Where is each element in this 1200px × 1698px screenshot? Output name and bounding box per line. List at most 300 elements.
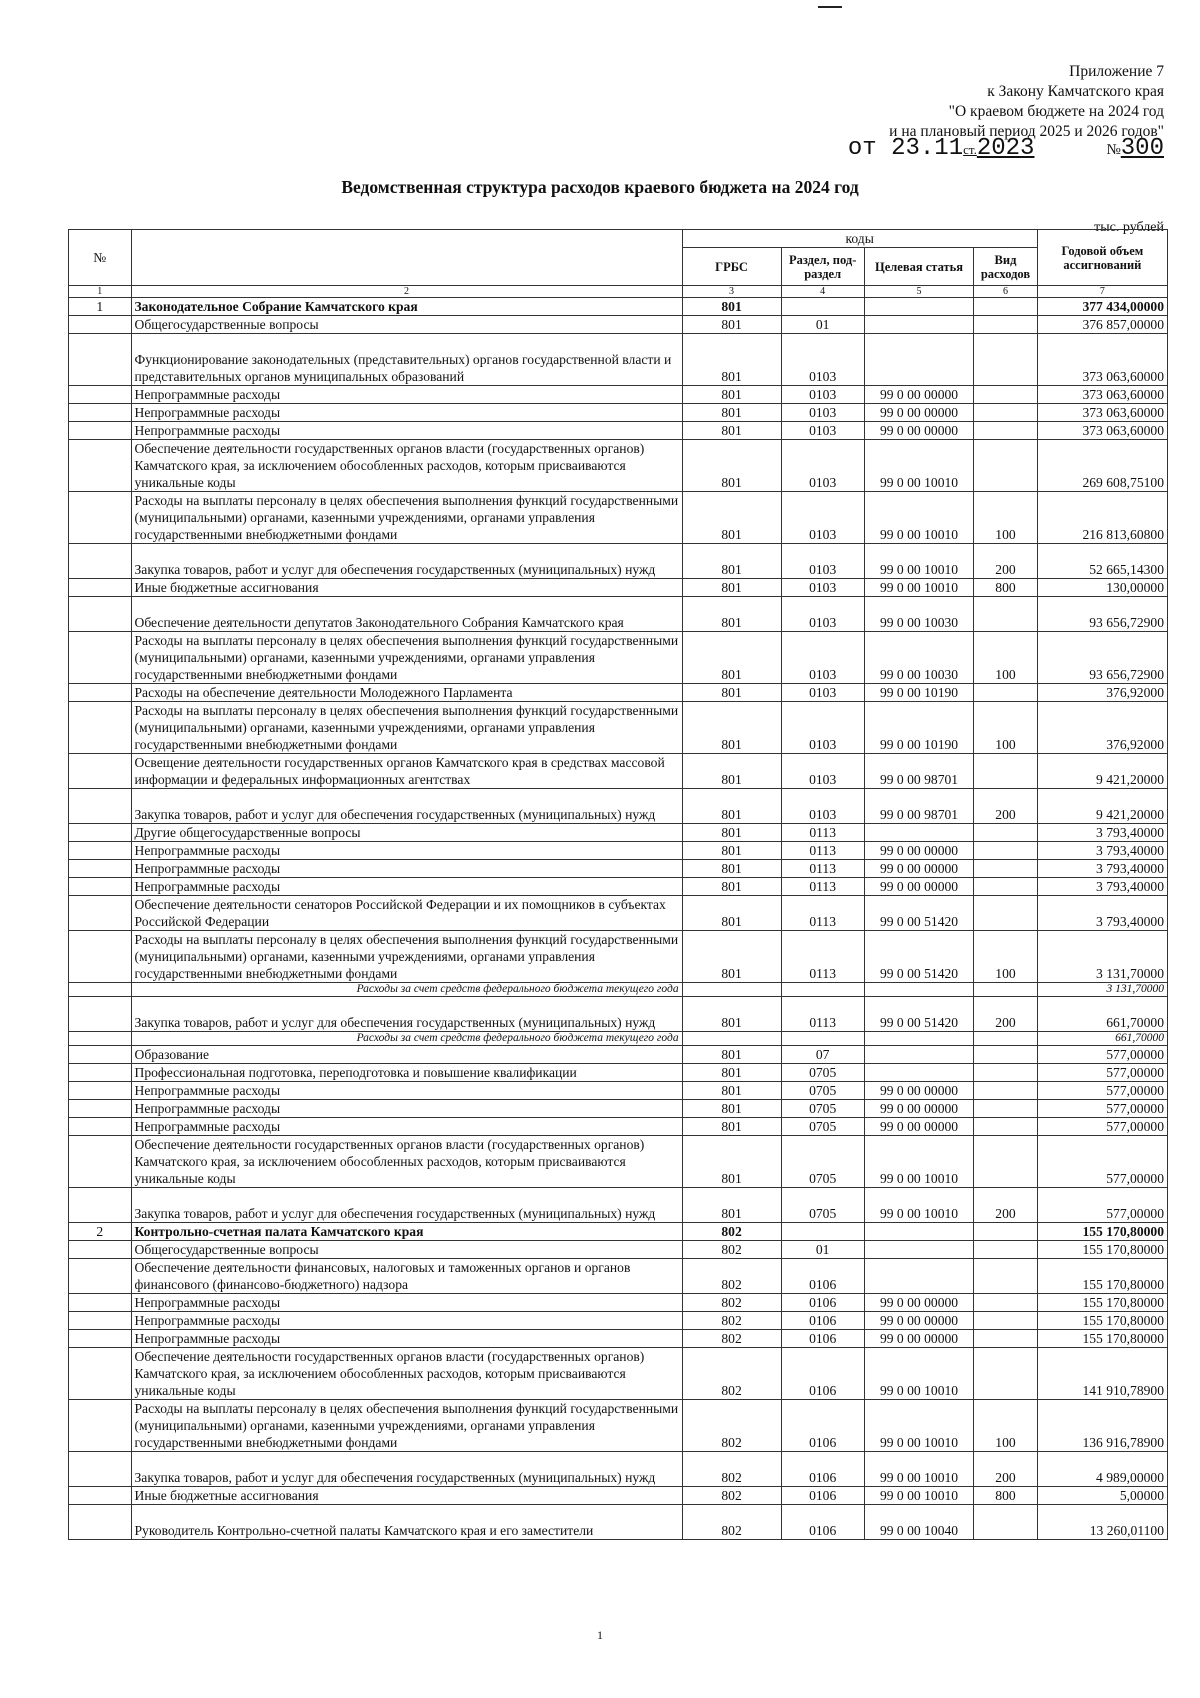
cell-name: Образование: [131, 1046, 682, 1064]
cell-name: Обеспечение деятельности государственных органов власти (государственных органов) Камчатского края, за исключением обособленных расходов, которым присваиваются уникальные коды: [131, 1136, 682, 1188]
cell-name: Закупка товаров, работ и услуг для обеспечения государственных (муниципальных) нужд: [131, 789, 682, 824]
cell-target: 99 0 00 00000: [864, 386, 973, 404]
cell-section: 0113: [781, 931, 864, 983]
cell-grbs: 801: [682, 1082, 781, 1100]
cell-type: [974, 1118, 1038, 1136]
cell-target: 99 0 00 10010: [864, 1136, 973, 1188]
cell-section: 0103: [781, 386, 864, 404]
col-index-2: 2: [131, 286, 682, 298]
cell-section: 0103: [781, 579, 864, 597]
date-year: 2023: [976, 135, 1035, 162]
cell-grbs: 802: [682, 1330, 781, 1348]
cell-section: 01: [781, 1241, 864, 1259]
cell-grbs: 801: [682, 997, 781, 1032]
table-row: [69, 422, 1168, 440]
cell-target: 99 0 00 00000: [864, 422, 973, 440]
cell-target: [864, 298, 973, 316]
cell-name: Непрограммные расходы: [131, 386, 682, 404]
cell-no: [69, 1064, 132, 1082]
cell-name: Непрограммные расходы: [131, 1082, 682, 1100]
cell-no: [69, 334, 132, 386]
table-row: [69, 789, 1168, 824]
cell-amount: 93 656,72900: [1037, 632, 1167, 684]
cell-type: [974, 1294, 1038, 1312]
cell-target: 99 0 00 00000: [864, 1100, 973, 1118]
cell-no: 1: [69, 298, 132, 316]
expenditure-table: [68, 229, 1168, 1540]
cell-grbs: 801: [682, 597, 781, 632]
cell-no: [69, 983, 132, 997]
cell-section: 0103: [781, 702, 864, 754]
cell-no: [69, 1082, 132, 1100]
cell-no: [69, 1118, 132, 1136]
cell-section: 0103: [781, 597, 864, 632]
appendix-line-2: к Закону Камчатского края: [987, 83, 1164, 100]
cell-amount: 373 063,60000: [1037, 404, 1167, 422]
table-row: [69, 931, 1168, 983]
cell-amount: 155 170,80000: [1037, 1223, 1167, 1241]
cell-amount: 577,00000: [1037, 1082, 1167, 1100]
cell-type: 200: [974, 1452, 1038, 1487]
cell-name: Обеспечение деятельности депутатов Законодательного Собрания Камчатского края: [131, 597, 682, 632]
cell-name: Расходы за счет средств федерального бюджета текущего года: [131, 983, 682, 997]
cell-target: 99 0 00 10010: [864, 1487, 973, 1505]
table-row: [69, 1136, 1168, 1188]
cell-amount: 376,92000: [1037, 702, 1167, 754]
cell-section: 0103: [781, 754, 864, 789]
cell-type: [974, 386, 1038, 404]
table-row: [69, 684, 1168, 702]
cell-section: 0113: [781, 896, 864, 931]
cell-type: [974, 754, 1038, 789]
cell-name: Функционирование законодательных (представительных) органов государственной власти и представительных органов муниципальных образований: [131, 334, 682, 386]
cell-grbs: 801: [682, 842, 781, 860]
cell-type: 100: [974, 632, 1038, 684]
cell-section: [781, 983, 864, 997]
table-row: [69, 579, 1168, 597]
cell-name: Непрограммные расходы: [131, 404, 682, 422]
table-row: [69, 334, 1168, 386]
cell-section: 0705: [781, 1100, 864, 1118]
cell-no: [69, 1100, 132, 1118]
cell-amount: 155 170,80000: [1037, 1259, 1167, 1294]
cell-section: 0103: [781, 684, 864, 702]
cell-amount: 577,00000: [1037, 1188, 1167, 1223]
cell-type: [974, 896, 1038, 931]
cell-target: 99 0 00 10030: [864, 597, 973, 632]
cell-amount: 661,70000: [1037, 1032, 1167, 1046]
cell-type: [974, 334, 1038, 386]
cell-name: Непрограммные расходы: [131, 1312, 682, 1330]
units-label: тыс. рублей: [1094, 220, 1164, 235]
cell-name: Другие общегосударственные вопросы: [131, 824, 682, 842]
appendix-header: [644, 62, 1164, 142]
cell-grbs: 801: [682, 702, 781, 754]
cell-section: 0106: [781, 1330, 864, 1348]
cell-amount: 136 916,78900: [1037, 1400, 1167, 1452]
cell-target: [864, 1259, 973, 1294]
cell-no: [69, 1294, 132, 1312]
cell-name: Непрограммные расходы: [131, 878, 682, 896]
cell-target: [864, 1223, 973, 1241]
cell-no: [69, 997, 132, 1032]
cell-amount: 373 063,60000: [1037, 422, 1167, 440]
cell-no: [69, 1032, 132, 1046]
cell-no: [69, 1188, 132, 1223]
cell-name: Контрольно-счетная палата Камчатского края: [131, 1223, 682, 1241]
cell-section: 0106: [781, 1400, 864, 1452]
cell-type: [974, 1223, 1038, 1241]
cell-type: [974, 1241, 1038, 1259]
table-row: [69, 754, 1168, 789]
cell-amount: 661,70000: [1037, 997, 1167, 1032]
cell-type: [974, 440, 1038, 492]
cell-target: 99 0 00 10190: [864, 702, 973, 754]
cell-amount: 141 910,78900: [1037, 1348, 1167, 1400]
cell-name: Руководитель Контрольно-счетной палаты Камчатского края и его заместители: [131, 1505, 682, 1540]
cell-grbs: 801: [682, 860, 781, 878]
cell-grbs: 802: [682, 1487, 781, 1505]
cell-section: 0103: [781, 404, 864, 422]
cell-no: [69, 386, 132, 404]
cell-grbs: [682, 983, 781, 997]
cell-name: Непрограммные расходы: [131, 1118, 682, 1136]
cell-target: 99 0 00 10010: [864, 1188, 973, 1223]
cell-no: [69, 544, 132, 579]
codes-header: коды: [682, 230, 1037, 248]
cell-grbs: 801: [682, 789, 781, 824]
appendix-line-4: и на плановый период 2025 и 2026 годов": [889, 123, 1164, 140]
cell-section: 0113: [781, 860, 864, 878]
date-prefix: от: [847, 135, 877, 162]
cell-name: Расходы на выплаты персоналу в целях обеспечения выполнения функций государственными (муниципальными) органами, казенными учреждениями, органами управления государственными внебюджетными фондами: [131, 931, 682, 983]
document-title: Ведомственная структура расходов краевого бюджета на 2024 год: [341, 177, 859, 197]
cell-type: 100: [974, 1400, 1038, 1452]
cell-section: 0113: [781, 842, 864, 860]
cell-grbs: 802: [682, 1312, 781, 1330]
cell-target: 99 0 00 00000: [864, 1082, 973, 1100]
cell-no: [69, 878, 132, 896]
cell-no: [69, 1241, 132, 1259]
cell-amount: 3 793,40000: [1037, 896, 1167, 931]
cell-type: 200: [974, 544, 1038, 579]
table-row: [69, 1241, 1168, 1259]
cell-type: 200: [974, 1188, 1038, 1223]
appendix-line-1: Приложение 7: [1069, 63, 1164, 80]
cell-name: Профессиональная подготовка, переподготовка и повышение квалификации: [131, 1064, 682, 1082]
col-section-header: Раздел, под-раздел: [781, 248, 864, 286]
table-row: [69, 544, 1168, 579]
table-row: [69, 1223, 1168, 1241]
appendix-line-3: "О краевом бюджете на 2024 год: [948, 103, 1164, 120]
table-row: [69, 386, 1168, 404]
table-row: [69, 1064, 1168, 1082]
cell-amount: 577,00000: [1037, 1100, 1167, 1118]
cell-type: [974, 1082, 1038, 1100]
cell-section: 0106: [781, 1452, 864, 1487]
cell-grbs: 801: [682, 1118, 781, 1136]
cell-target: 99 0 00 51420: [864, 931, 973, 983]
col-no-header: №: [69, 230, 132, 286]
col-index-3: 3: [682, 286, 781, 298]
cell-no: [69, 931, 132, 983]
cell-name: Обеспечение деятельности сенаторов Российской Федерации и их помощников в субъектах Российской Федерации: [131, 896, 682, 931]
cell-grbs: 801: [682, 440, 781, 492]
cell-no: [69, 440, 132, 492]
cell-grbs: 801: [682, 684, 781, 702]
cell-name: Расходы на выплаты персоналу в целях обеспечения выполнения функций государственными (муниципальными) органами, казенными учреждениями, органами управления государственными внебюджетными фондами: [131, 1400, 682, 1452]
cell-target: 99 0 00 00000: [864, 1118, 973, 1136]
table-row: [69, 316, 1168, 334]
cell-section: 0106: [781, 1487, 864, 1505]
cell-target: 99 0 00 10010: [864, 1348, 973, 1400]
cell-grbs: 801: [682, 316, 781, 334]
cell-amount: 269 608,75100: [1037, 440, 1167, 492]
cell-no: [69, 824, 132, 842]
cell-amount: 373 063,60000: [1037, 386, 1167, 404]
cell-section: 0705: [781, 1136, 864, 1188]
cell-no: [69, 1136, 132, 1188]
cell-grbs: 801: [682, 754, 781, 789]
table-row: [69, 1487, 1168, 1505]
cell-no: [69, 316, 132, 334]
cell-grbs: 801: [682, 386, 781, 404]
cell-no: [69, 1487, 132, 1505]
cell-type: 100: [974, 492, 1038, 544]
cell-type: [974, 597, 1038, 632]
table-row: [69, 1082, 1168, 1100]
cell-grbs: 802: [682, 1348, 781, 1400]
cell-type: [974, 878, 1038, 896]
date-suffix: ст.: [963, 142, 977, 157]
cell-grbs: 801: [682, 896, 781, 931]
table-row: [69, 702, 1168, 754]
table-row: [69, 896, 1168, 931]
cell-no: [69, 597, 132, 632]
table-row: [69, 878, 1168, 896]
table-row: [69, 1259, 1168, 1294]
cell-amount: 3 131,70000: [1037, 931, 1167, 983]
table-row: [69, 1505, 1168, 1540]
table-row: [69, 298, 1168, 316]
page-number: 1: [597, 1628, 603, 1642]
cell-target: [864, 1046, 973, 1064]
cell-amount: 155 170,80000: [1037, 1241, 1167, 1259]
table-row: [69, 404, 1168, 422]
table-row: [69, 1118, 1168, 1136]
cell-amount: 3 793,40000: [1037, 878, 1167, 896]
cell-section: 01: [781, 316, 864, 334]
cell-target: 99 0 00 10030: [864, 632, 973, 684]
col-index-1: 1: [69, 286, 132, 298]
cell-grbs: 801: [682, 931, 781, 983]
cell-section: 0113: [781, 878, 864, 896]
scan-mark: [818, 6, 842, 8]
cell-section: 0705: [781, 1118, 864, 1136]
cell-type: [974, 422, 1038, 440]
cell-name: Закупка товаров, работ и услуг для обеспечения государственных (муниципальных) нужд: [131, 1452, 682, 1487]
cell-section: 0113: [781, 824, 864, 842]
cell-target: [864, 334, 973, 386]
table-row: [69, 1348, 1168, 1400]
cell-grbs: 801: [682, 1188, 781, 1223]
cell-no: [69, 789, 132, 824]
cell-type: 100: [974, 702, 1038, 754]
cell-section: 0106: [781, 1259, 864, 1294]
cell-target: 99 0 00 00000: [864, 860, 973, 878]
cell-type: [974, 1312, 1038, 1330]
table-row: [69, 597, 1168, 632]
cell-target: [864, 824, 973, 842]
cell-type: [974, 316, 1038, 334]
cell-target: 99 0 00 10010: [864, 1400, 973, 1452]
col-index-6: 6: [974, 286, 1038, 298]
cell-section: 0106: [781, 1294, 864, 1312]
cell-name: Обеспечение деятельности финансовых, налоговых и таможенных органов и органов финансового (финансово-бюджетного) надзора: [131, 1259, 682, 1294]
cell-grbs: 801: [682, 878, 781, 896]
cell-name: Непрограммные расходы: [131, 1294, 682, 1312]
cell-section: 0106: [781, 1505, 864, 1540]
cell-target: 99 0 00 10040: [864, 1505, 973, 1540]
cell-section: 0103: [781, 632, 864, 684]
cell-target: 99 0 00 51420: [864, 997, 973, 1032]
cell-target: 99 0 00 00000: [864, 842, 973, 860]
cell-type: [974, 842, 1038, 860]
cell-amount: 13 260,01100: [1037, 1505, 1167, 1540]
cell-grbs: 801: [682, 1136, 781, 1188]
cell-amount: 377 434,00000: [1037, 298, 1167, 316]
cell-target: 99 0 00 10010: [864, 579, 973, 597]
cell-grbs: 802: [682, 1452, 781, 1487]
cell-type: [974, 1348, 1038, 1400]
cell-target: 99 0 00 10010: [864, 1452, 973, 1487]
cell-grbs: [682, 1032, 781, 1046]
cell-type: [974, 824, 1038, 842]
table-body: [69, 298, 1168, 1540]
cell-name: Иные бюджетные ассигнования: [131, 579, 682, 597]
cell-amount: 5,00000: [1037, 1487, 1167, 1505]
number-label: №: [1106, 142, 1121, 158]
cell-no: [69, 1348, 132, 1400]
cell-name: Обеспечение деятельности государственных органов власти (государственных органов) Камчатского края, за исключением обособленных расходов, которым присваиваются уникальные коды: [131, 1348, 682, 1400]
cell-amount: 577,00000: [1037, 1046, 1167, 1064]
table-row: [69, 492, 1168, 544]
cell-type: 800: [974, 579, 1038, 597]
law-date-line: [744, 136, 1164, 163]
cell-type: [974, 1505, 1038, 1540]
cell-amount: 93 656,72900: [1037, 597, 1167, 632]
cell-name: Закупка товаров, работ и услуг для обеспечения государственных (муниципальных) нужд: [131, 1188, 682, 1223]
col-index-5: 5: [864, 286, 973, 298]
cell-name: Расходы на выплаты персоналу в целях обеспечения выполнения функций государственными (муниципальными) органами, казенными учреждениями, органами управления государственными внебюджетными фондами: [131, 632, 682, 684]
cell-no: [69, 702, 132, 754]
cell-no: [69, 1505, 132, 1540]
cell-name: Закупка товаров, работ и услуг для обеспечения государственных (муниципальных) нужд: [131, 544, 682, 579]
col-name-header: [131, 230, 682, 286]
cell-amount: 373 063,60000: [1037, 334, 1167, 386]
cell-name: Освещение деятельности государственных органов Камчатского края в средствах массовой информации и федеральных информационных агентствах: [131, 754, 682, 789]
cell-type: [974, 1330, 1038, 1348]
cell-grbs: 801: [682, 492, 781, 544]
cell-name: Закупка товаров, работ и услуг для обеспечения государственных (муниципальных) нужд: [131, 997, 682, 1032]
cell-amount: 130,00000: [1037, 579, 1167, 597]
cell-amount: 3 131,70000: [1037, 983, 1167, 997]
table-note-row: [69, 1032, 1168, 1046]
table-row: [69, 1046, 1168, 1064]
cell-grbs: 801: [682, 298, 781, 316]
cell-section: [781, 1223, 864, 1241]
cell-grbs: 802: [682, 1223, 781, 1241]
cell-target: 99 0 00 00000: [864, 1330, 973, 1348]
cell-grbs: 802: [682, 1294, 781, 1312]
cell-type: [974, 1032, 1038, 1046]
cell-type: 800: [974, 1487, 1038, 1505]
cell-no: [69, 579, 132, 597]
cell-no: [69, 684, 132, 702]
cell-no: [69, 842, 132, 860]
cell-name: Законодательное Собрание Камчатского края: [131, 298, 682, 316]
number-value: 300: [1120, 135, 1164, 162]
table-row: [69, 1330, 1168, 1348]
cell-grbs: 801: [682, 422, 781, 440]
cell-grbs: 801: [682, 632, 781, 684]
cell-amount: 3 793,40000: [1037, 860, 1167, 878]
table-row: [69, 842, 1168, 860]
cell-name: Расходы на выплаты персоналу в целях обеспечения выполнения функций государственными (муниципальными) органами, казенными учреждениями, органами управления государственными внебюджетными фондами: [131, 492, 682, 544]
cell-no: [69, 860, 132, 878]
cell-section: 0103: [781, 492, 864, 544]
table-row: [69, 997, 1168, 1032]
table-row: [69, 860, 1168, 878]
cell-type: [974, 860, 1038, 878]
cell-target: 99 0 00 51420: [864, 896, 973, 931]
cell-type: [974, 983, 1038, 997]
table-row: [69, 1100, 1168, 1118]
table-row: [69, 824, 1168, 842]
cell-section: 07: [781, 1046, 864, 1064]
cell-name: Расходы на обеспечение деятельности Молодежного Парламента: [131, 684, 682, 702]
cell-name: Иные бюджетные ассигнования: [131, 1487, 682, 1505]
table-row: [69, 1312, 1168, 1330]
cell-no: [69, 1259, 132, 1294]
cell-name: Расходы на выплаты персоналу в целях обеспечения выполнения функций государственными (муниципальными) органами, казенными учреждениями, органами управления государственными внебюджетными фондами: [131, 702, 682, 754]
cell-type: [974, 1259, 1038, 1294]
cell-target: 99 0 00 98701: [864, 754, 973, 789]
cell-no: [69, 896, 132, 931]
cell-no: [69, 422, 132, 440]
cell-no: [69, 1400, 132, 1452]
cell-name: Непрограммные расходы: [131, 422, 682, 440]
cell-type: 100: [974, 931, 1038, 983]
cell-grbs: 801: [682, 579, 781, 597]
cell-section: 0705: [781, 1188, 864, 1223]
cell-target: 99 0 00 10190: [864, 684, 973, 702]
col-index-7: 7: [1037, 286, 1167, 298]
cell-target: [864, 983, 973, 997]
cell-target: 99 0 00 10010: [864, 544, 973, 579]
cell-grbs: 801: [682, 404, 781, 422]
cell-type: [974, 1046, 1038, 1064]
cell-grbs: 802: [682, 1259, 781, 1294]
cell-name: Непрограммные расходы: [131, 842, 682, 860]
cell-target: [864, 1032, 973, 1046]
cell-type: [974, 1064, 1038, 1082]
cell-section: 0103: [781, 789, 864, 824]
cell-amount: 9 421,20000: [1037, 789, 1167, 824]
date-value: 23.11: [891, 135, 964, 162]
cell-target: [864, 316, 973, 334]
cell-no: [69, 1452, 132, 1487]
